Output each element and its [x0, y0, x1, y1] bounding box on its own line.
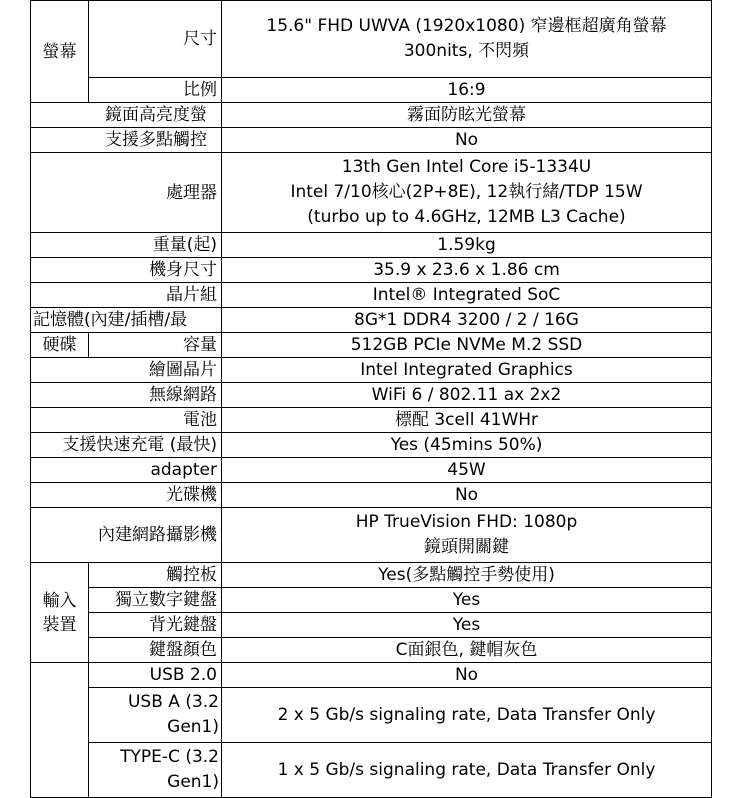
label-touchpad: 觸控板	[89, 563, 222, 588]
category-input-line1: 輸入	[42, 590, 77, 611]
category-storage: 硬碟	[31, 333, 89, 358]
spec-row-backlit	[31, 613, 712, 638]
value-touch: No	[222, 128, 712, 153]
value-adapter: 45W	[222, 458, 712, 483]
value-touchpad: Yes(多點觸控手勢使用)	[222, 563, 712, 588]
spec-row-typec	[31, 743, 712, 798]
value-dimensions: 35.9 x 23.6 x 1.86 cm	[222, 258, 712, 283]
label-graphics: 繪圖晶片	[31, 358, 222, 383]
value-numpad: Yes	[222, 588, 712, 613]
value-screen-size-line2: 300nits, 不閃頻	[403, 41, 530, 61]
spec-row-battery	[31, 408, 712, 433]
spec-row-touch	[31, 128, 712, 153]
label-usb2: USB 2.0	[89, 663, 222, 688]
category-screen: 螢幕	[31, 1, 89, 103]
value-usba: 2 x 5 Gb/s signaling rate, Data Transfer Only	[222, 688, 712, 743]
value-typec: 1 x 5 Gb/s signaling rate, Data Transfer Only	[222, 743, 712, 798]
label-chipset: 晶片組	[31, 283, 222, 308]
spec-row-wireless	[31, 383, 712, 408]
label-screen-ratio: 比例	[89, 78, 222, 103]
label-numpad: 獨立數字鍵盤	[89, 588, 222, 613]
label-touch: 支援多點觸控	[31, 128, 222, 153]
spec-row-graphics	[31, 358, 712, 383]
label-processor: 處理器	[31, 153, 222, 233]
label-battery: 電池	[31, 408, 222, 433]
label-adapter: adapter	[31, 458, 222, 483]
value-weight: 1.59kg	[222, 233, 712, 258]
spec-table	[30, 0, 712, 798]
label-usba	[89, 688, 222, 743]
category-ports	[31, 663, 89, 798]
label-memory: 記憶體(內建/插槽/最	[31, 308, 222, 333]
value-screen-ratio: 16:9	[222, 78, 712, 103]
spec-row-memory	[31, 308, 712, 333]
value-storage: 512GB PCIe NVMe M.2 SSD	[222, 333, 712, 358]
spec-row-dimensions	[31, 258, 712, 283]
label-dimensions: 機身尺寸	[31, 258, 222, 283]
value-chipset: Intel® Integrated SoC	[222, 283, 712, 308]
value-backlit: Yes	[222, 613, 712, 638]
value-battery: 標配 3cell 41WHr	[222, 408, 712, 433]
label-glossy: 鏡面高亮度螢	[31, 103, 222, 128]
spec-row-numpad	[31, 588, 712, 613]
value-screen-size	[222, 1, 712, 78]
label-storage: 容量	[89, 333, 222, 358]
value-optical: No	[222, 483, 712, 508]
label-weight: 重量(起)	[31, 233, 222, 258]
label-usba-line1: USB A (3.2	[127, 692, 219, 712]
value-wireless: WiFi 6 / 802.11 ax 2x2	[222, 383, 712, 408]
spec-row-webcam	[31, 508, 712, 563]
category-input	[31, 563, 89, 663]
spec-row-adapter	[31, 458, 712, 483]
value-keyboard-color: C面銀色, 鍵帽灰色	[222, 638, 712, 663]
spec-row-processor	[31, 153, 712, 233]
value-webcam-line1: HP TrueVision FHD: 1080p	[355, 512, 578, 532]
label-usba-line2: Gen1)	[167, 717, 219, 737]
spec-row-touchpad	[31, 563, 712, 588]
value-graphics: Intel Integrated Graphics	[222, 358, 712, 383]
spec-row-screen-ratio	[31, 78, 712, 103]
spec-row-optical	[31, 483, 712, 508]
value-processor-line3: (turbo up to 4.6GHz, 12MB L3 Cache)	[307, 207, 626, 227]
value-processor-line1: 13th Gen Intel Core i5-1334U	[341, 157, 592, 177]
label-fast-charge: 支援快速充電 (最快)	[31, 433, 222, 458]
spec-row-keyboard-color	[31, 638, 712, 663]
value-glossy: 霧面防眩光螢幕	[222, 103, 712, 128]
label-typec-line1: TYPE-C (3.2	[120, 747, 219, 767]
value-screen-size-line1: 15.6" FHD UWVA (1920x1080) 窄邊框超廣角螢幕	[266, 16, 667, 36]
label-screen-size: 尺寸	[89, 1, 222, 78]
label-wireless: 無線網路	[31, 383, 222, 408]
label-typec	[89, 743, 222, 798]
label-webcam: 內建網路攝影機	[31, 508, 222, 563]
spec-row-usb2	[31, 663, 712, 688]
value-memory: 8G*1 DDR4 3200 / 2 / 16G	[222, 308, 712, 333]
spec-row-weight	[31, 233, 712, 258]
spec-row-fast-charge	[31, 433, 712, 458]
value-processor-line2: Intel 7/10核心(2P+8E), 12執行緒/TDP 15W	[290, 182, 643, 202]
label-typec-line2: Gen1)	[167, 772, 219, 792]
spec-row-screen-size	[31, 1, 712, 78]
value-webcam	[222, 508, 712, 563]
value-webcam-line2: 鏡頭開關鍵	[424, 537, 509, 557]
label-keyboard-color: 鍵盤顏色	[89, 638, 222, 663]
spec-row-glossy	[31, 103, 712, 128]
value-processor	[222, 153, 712, 233]
value-fast-charge: Yes (45mins 50%)	[222, 433, 712, 458]
category-input-line2: 裝置	[42, 614, 77, 635]
value-usb2: No	[222, 663, 712, 688]
spec-row-storage	[31, 333, 712, 358]
label-backlit: 背光鍵盤	[89, 613, 222, 638]
label-optical: 光碟機	[31, 483, 222, 508]
spec-row-chipset	[31, 283, 712, 308]
spec-row-usba	[31, 688, 712, 743]
